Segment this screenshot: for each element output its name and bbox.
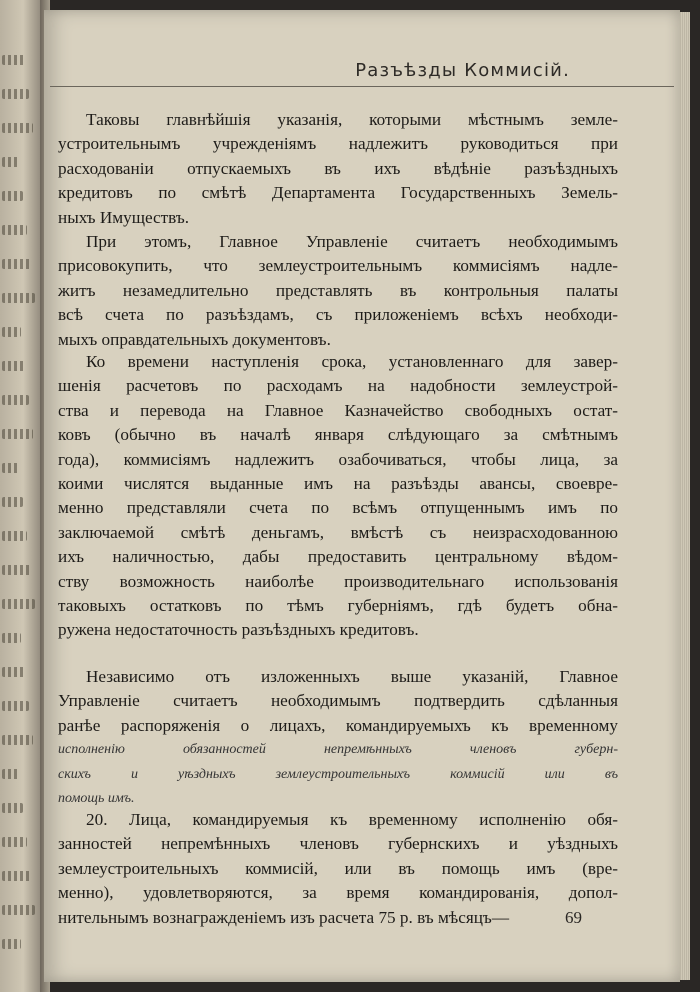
text-line: ружена недостаточность разъѣздныхъ кредитовъ.	[58, 620, 419, 640]
text-line: ныхъ Имуществъ.	[58, 207, 190, 227]
previous-page-text-fragment	[2, 395, 29, 405]
text-line: ранѣе распоряженія о лицахъ, командируемыхъ къ временному	[58, 715, 618, 735]
paragraph-1	[58, 108, 618, 230]
previous-page-text-fragment	[2, 225, 27, 235]
text-line: присовокупить, что землеустроительнымъ коммисіямъ надле-	[58, 256, 618, 276]
text-line: таковыхъ остатковъ по тѣмъ губерніямъ, гдѣ будетъ обна-	[58, 596, 618, 616]
text-line: шенія расчетовъ по расходамъ на надобности землеустрой-	[58, 376, 618, 396]
text-line: года), коммисіямъ надлежитъ озабочиваться, чтобы лица, за	[58, 449, 618, 469]
book-page	[44, 10, 680, 982]
previous-page-text-fragment	[2, 701, 29, 711]
text-line: житъ незамедлительно представлять въ контрольныя палаты	[58, 280, 618, 300]
previous-page-text-fragment	[2, 599, 35, 609]
text-line: 20. Лица, командируемыя къ временному исполненію обя-	[86, 810, 618, 829]
paragraph-2	[58, 230, 618, 352]
text-line: При этомъ, Главное Управленіе считаетъ необходимымъ	[86, 232, 618, 251]
page-number: 69	[565, 908, 582, 927]
previous-page-edge	[0, 0, 42, 992]
previous-page-text-fragment	[2, 667, 25, 677]
previous-page-text-fragment	[2, 55, 25, 65]
text-line-italic: скихъ и уѣздныхъ землеустроительныхъ коммисій или въ	[58, 766, 618, 782]
previous-page-text-fragment	[2, 633, 21, 643]
previous-page-text-fragment	[2, 939, 21, 949]
text-line: коими числятся выданные имъ на разъѣзды авансы, своевре-	[58, 474, 618, 494]
text-line: землеустроительныхъ коммисій, или въ помощь имъ (вре-	[58, 858, 618, 878]
previous-page-text-fragment	[2, 123, 33, 133]
running-head: Разъѣзды Коммисій.	[355, 60, 570, 81]
text-line: всѣ счета по разъѣздамъ, съ приложеніемъ всѣхъ необходи-	[58, 305, 618, 325]
previous-page-text-fragment	[2, 531, 27, 541]
previous-page-text-fragment	[2, 803, 23, 813]
previous-page-text-fragment	[2, 497, 23, 507]
previous-page-text-fragment	[2, 259, 31, 269]
paragraph-4	[58, 665, 618, 811]
previous-page-text-fragment	[2, 565, 31, 575]
text-line: заключаемой смѣтѣ деньгамъ, вмѣстѣ съ неизрасходованною	[58, 522, 618, 542]
text-line: ковъ (обычно въ началѣ января слѣдующаго за смѣтнымъ	[58, 425, 618, 445]
previous-page-text-fragment	[2, 327, 21, 337]
text-line: менно представляли счета по всѣмъ отпущеннымъ имъ по	[58, 498, 618, 518]
previous-page-text-fragment	[2, 871, 31, 881]
previous-page-text-fragment	[2, 361, 25, 371]
previous-page-text-fragment	[2, 905, 35, 915]
text-line: кредитовъ по смѣтѣ Департамента Государственныхъ Земель-	[58, 183, 618, 203]
paragraph-5	[58, 808, 618, 930]
previous-page-text-fragment	[2, 429, 33, 439]
text-line: Таковы главнѣйшія указанія, которыми мѣстнымъ земле-	[86, 110, 618, 129]
text-line-italic: исполненію обязанностей непремѣнныхъ членовъ губерн-	[58, 742, 618, 758]
text-line: нительнымъ вознагражденіемъ изъ расчета 75 р. въ мѣсяцъ—	[58, 907, 510, 927]
text-line: Управленіе считаетъ необходимымъ подтвердить сдѣланныя	[58, 691, 618, 711]
header-rule	[50, 86, 674, 87]
text-line: ихъ наличностью, дабы предоставить центральному вѣдом-	[58, 547, 618, 567]
previous-page-text-fragment	[2, 769, 19, 779]
previous-page-text-fragment	[2, 191, 23, 201]
previous-page-text-fragment	[2, 735, 33, 745]
text-line: Независимо отъ изложенныхъ выше указаній, Главное	[86, 667, 618, 686]
text-line: менно), удовлетворяются, за время командированія, допол-	[58, 883, 618, 903]
text-line: ству возможность наиболѣе производительнаго использованія	[58, 571, 618, 591]
previous-page-text-fragment	[2, 89, 29, 99]
previous-page-text-fragment	[2, 463, 19, 473]
previous-page-text-fragment	[2, 293, 35, 303]
previous-page-text-fragment	[2, 157, 19, 167]
text-line: ства и перевода на Главное Казначейство свободныхъ остат-	[58, 400, 618, 420]
paragraph-3	[58, 350, 618, 643]
text-line: занностей непремѣнныхъ членовъ губернскихъ и уѣздныхъ	[58, 834, 618, 854]
text-line: расходованіи отпускаемыхъ въ ихъ вѣдѣніе разъѣздныхъ	[58, 158, 618, 178]
previous-page-text-fragment	[2, 837, 27, 847]
text-line-italic: помощь имъ.	[58, 791, 135, 807]
text-line: Ко времени наступленія срока, установленнаго для завер-	[86, 352, 618, 371]
text-line: устроительнымъ учрежденіямъ надлежитъ руководиться при	[58, 134, 618, 154]
text-line: мыхъ оправдательныхъ документовъ.	[58, 329, 331, 349]
